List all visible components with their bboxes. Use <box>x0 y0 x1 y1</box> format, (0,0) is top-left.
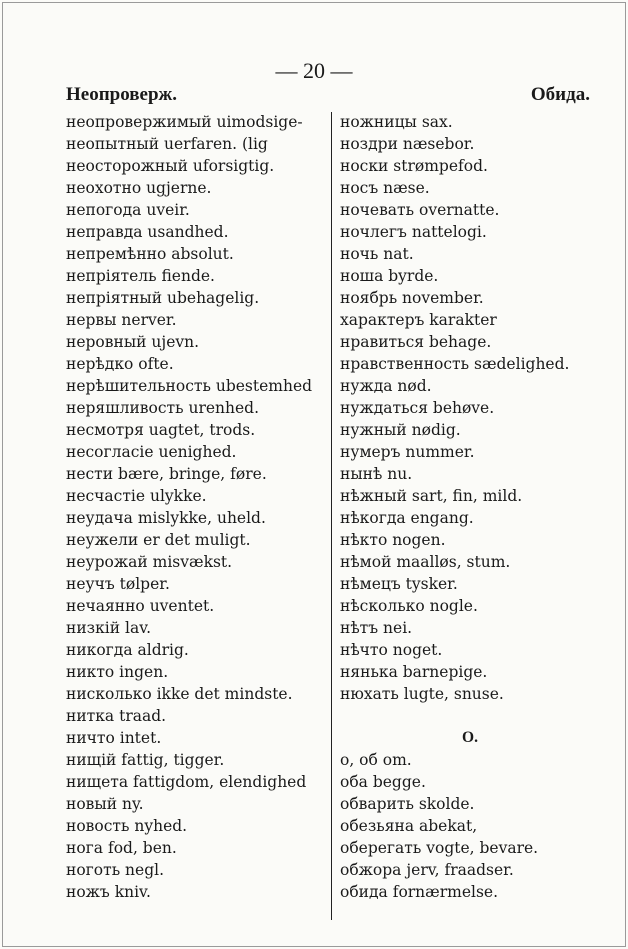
dictionary-entry: обида fornærmelse. <box>340 883 499 901</box>
dictionary-entry: низкій lav. <box>66 619 152 637</box>
dictionary-entry: нисколько ikke det mindste. <box>66 685 293 703</box>
dictionary-entry: нѣмой maalløs, stum. <box>340 553 511 571</box>
dictionary-entry: несчастіе ulykke. <box>66 487 207 505</box>
dictionary-entry: ноябрь november. <box>340 289 484 307</box>
dictionary-entry: неправда usandhed. <box>66 223 229 241</box>
dictionary-entry: новый ny. <box>66 795 144 813</box>
dictionary-entry: носъ næse. <box>340 179 430 197</box>
dictionary-entry: нѣчто noget. <box>340 641 443 659</box>
dictionary-entry: несмотря uagtet, trods. <box>66 421 256 439</box>
dictionary-entry: нѣтъ nei. <box>340 619 413 637</box>
running-head-right: Обида. <box>530 84 590 105</box>
dictionary-entry: неопровержимый uimodsige- <box>66 113 303 131</box>
spacer <box>340 705 600 727</box>
dictionary-entry: нужный nødig. <box>340 421 461 439</box>
dictionary-entry: обварить skolde. <box>340 795 475 813</box>
dictionary-entry: носки strømpefod. <box>340 157 488 175</box>
dictionary-entry: нужда nød. <box>340 377 432 395</box>
right-column <box>340 111 600 903</box>
dictionary-entry: неужели er det muligt. <box>66 531 251 549</box>
dictionary-entry: неурожай misvækst. <box>66 553 233 571</box>
dictionary-entry: ноготь negl. <box>66 861 165 879</box>
dictionary-entry: ноша byrde. <box>340 267 439 285</box>
dictionary-entry: нѣмецъ tysker. <box>340 575 458 593</box>
dictionary-entry: неучъ tølper. <box>66 575 170 593</box>
dictionary-entry: неосторожный uforsigtig. <box>66 157 275 175</box>
dictionary-entry: нервы nerver. <box>66 311 177 329</box>
dictionary-entry: нѣсколько nogle. <box>340 597 478 615</box>
dictionary-entry: нищій fattig, tigger. <box>66 751 225 769</box>
dictionary-entry: ножъ kniv. <box>66 883 151 901</box>
dictionary-entry: нѣжный sart, fin, mild. <box>340 487 523 505</box>
dictionary-entry: оберегать vogte, bevare. <box>340 839 539 857</box>
dictionary-entry: обжора jerv, fraadser. <box>340 861 514 879</box>
dictionary-entry: ночлегъ nattelogi. <box>340 223 487 241</box>
running-head-left: Неопроверж. <box>66 84 178 105</box>
dictionary-entry: нерѣшительность ubestemhed <box>66 377 313 395</box>
dictionary-entry: непогода uveir. <box>66 201 190 219</box>
dictionary-entry: непріятный ubehagelig. <box>66 289 260 307</box>
dictionary-entry: никто ingen. <box>66 663 169 681</box>
dictionary-entry: неудача mislykke, uheld. <box>66 509 266 527</box>
dictionary-entry: непріятель fiende. <box>66 267 215 285</box>
page-number: — 20 — <box>275 58 353 83</box>
dictionary-entry: нянька barnepige. <box>340 663 488 681</box>
dictionary-entry: оба begge. <box>340 773 426 791</box>
dictionary-entry: нумеръ nummer. <box>340 443 475 461</box>
dictionary-entry: обезьяна abekat, <box>340 817 478 835</box>
dictionary-entry: нынѣ nu. <box>340 465 413 483</box>
dictionary-entry: новость nyhed. <box>66 817 188 835</box>
dictionary-entry: несогласіе uenighed. <box>66 443 237 461</box>
dictionary-entry: нести bære, bringe, føre. <box>66 465 267 483</box>
dictionary-entry: нѣкто nogen. <box>340 531 446 549</box>
dictionary-entry: ножницы sax. <box>340 113 453 131</box>
dictionary-entry: нечаянно uventet. <box>66 597 215 615</box>
dictionary-entry: неопытный uerfaren. (lig <box>66 135 268 153</box>
dictionary-entry: нравственность sædelighed. <box>340 355 570 373</box>
dictionary-entry: неровный ujevn. <box>66 333 200 351</box>
dictionary-entry: нѣкогда engang. <box>340 509 474 527</box>
dictionary-entry: непремѣнно absolut. <box>66 245 234 263</box>
dictionary-entry: нерѣдко ofte. <box>66 355 174 373</box>
dictionary-entry: нюхать lugte, snuse. <box>340 685 504 703</box>
dictionary-entry: нищета fattigdom, elendighed <box>66 773 307 791</box>
dictionary-entry: нравиться behage. <box>340 333 492 351</box>
dictionary-entry: характеръ karakter <box>340 311 497 329</box>
column-divider <box>331 112 332 920</box>
left-column <box>66 111 328 903</box>
section-letter-heading: O. <box>462 729 478 746</box>
dictionary-entry: нитка traad. <box>66 707 167 725</box>
dictionary-entry: никогда aldrig. <box>66 641 189 659</box>
dictionary-entry: неряшливость urenhed. <box>66 399 260 417</box>
dictionary-entry: нога fod, ben. <box>66 839 177 857</box>
dictionary-entry: нуждаться behøve. <box>340 399 495 417</box>
dictionary-entry: неохотно ugjerne. <box>66 179 212 197</box>
dictionary-entry: ноздри næsebor. <box>340 135 475 153</box>
dictionary-entry: ничто intet. <box>66 729 162 747</box>
dictionary-entry: о, об om. <box>340 751 412 769</box>
dictionary-entry: ночь nat. <box>340 245 414 263</box>
dictionary-entry: ночевать overnatte. <box>340 201 500 219</box>
